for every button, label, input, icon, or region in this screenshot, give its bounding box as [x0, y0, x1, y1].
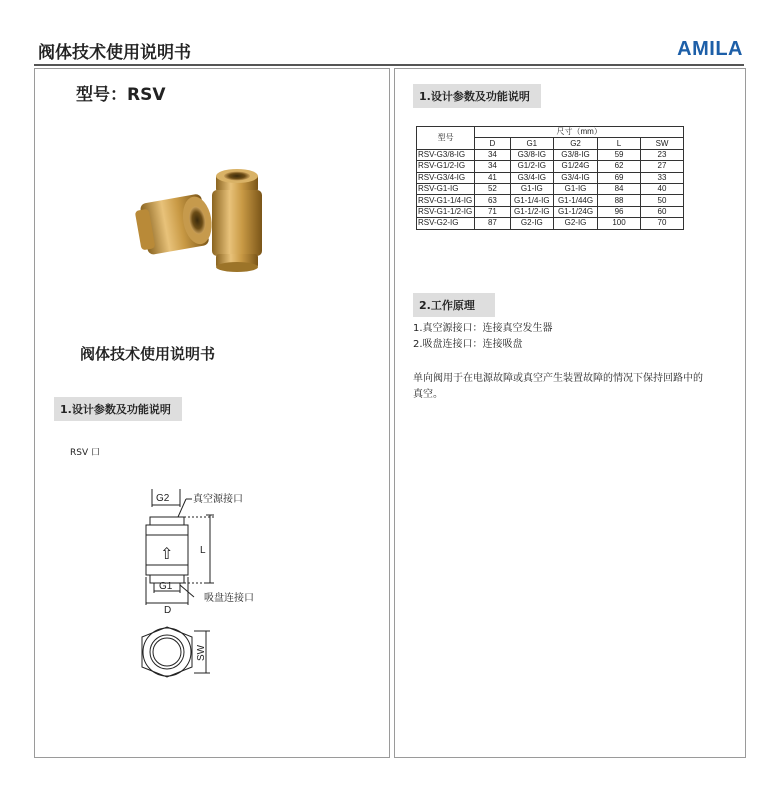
dim-d: D — [164, 605, 172, 616]
label-vacuum-port: 真空源接口 — [193, 494, 243, 505]
spec-table-model-header: 型号 — [417, 127, 475, 150]
table-cell: G1-1/4-IG — [510, 195, 553, 206]
model-label: 型号：RSV — [76, 85, 166, 105]
table-cell: G1-1/44G — [554, 195, 598, 206]
table-cell: 88 — [598, 195, 641, 206]
table-row — [417, 172, 684, 183]
spec-col-sw: SW — [641, 138, 684, 149]
dim-l: L — [200, 545, 206, 556]
table-cell: 60 — [641, 206, 684, 217]
valve-small — [134, 192, 216, 256]
table-cell: RSV-G3/8-IG — [417, 149, 475, 160]
table-cell: 34 — [475, 161, 510, 172]
table-cell: 71 — [475, 206, 510, 217]
table-cell: 50 — [641, 195, 684, 206]
table-row — [417, 206, 684, 217]
table-cell: G1/24G — [554, 161, 598, 172]
table-cell: G3/8-IG — [554, 149, 598, 160]
table-cell: 27 — [641, 161, 684, 172]
table-cell: 63 — [475, 195, 510, 206]
table-cell: 62 — [598, 161, 641, 172]
table-cell: G2-IG — [510, 218, 553, 229]
table-cell: 84 — [598, 183, 641, 194]
table-cell: 23 — [641, 149, 684, 160]
table-cell: 40 — [641, 183, 684, 194]
valve-technical-drawing — [120, 485, 280, 695]
table-cell: 70 — [641, 218, 684, 229]
right-section1-tag: 1.设计参数及功能说明 — [413, 84, 541, 108]
table-row — [417, 161, 684, 172]
port-description — [413, 321, 553, 353]
table-row — [417, 183, 684, 194]
table-cell: G1-IG — [510, 183, 553, 194]
table-cell: G1-1/2-IG — [510, 206, 553, 217]
table-cell: RSV-G2-IG — [417, 218, 475, 229]
table-cell: G2-IG — [554, 218, 598, 229]
table-row — [417, 195, 684, 206]
rsv-note: RSV 口 — [70, 448, 100, 458]
table-cell: 87 — [475, 218, 510, 229]
brass-check-valve-photo — [120, 160, 300, 280]
table-cell: 52 — [475, 183, 510, 194]
spec-col-g2: G2 — [554, 138, 598, 149]
port-line-2: 2.吸盘连接口：连接吸盘 — [413, 339, 523, 350]
spec-col-d: D — [475, 138, 510, 149]
table-cell: G3/8-IG — [510, 149, 553, 160]
table-cell: 59 — [598, 149, 641, 160]
table-cell: G1-1/24G — [554, 206, 598, 217]
label-suction-port: 吸盘连接口 — [204, 593, 254, 604]
flow-arrow-icon: ⇧ — [160, 544, 174, 563]
table-cell: 69 — [598, 172, 641, 183]
valve-large — [212, 169, 262, 272]
table-cell: RSV-G1-1/2-IG — [417, 206, 475, 217]
table-cell: 34 — [475, 149, 510, 160]
dim-g2: G2 — [156, 493, 170, 504]
table-cell: RSV-G1/2-IG — [417, 161, 475, 172]
table-row — [417, 149, 684, 160]
manual-subtitle: 阀体技术使用说明书 — [80, 345, 216, 363]
spec-table-size-header: 尺寸（mm） — [475, 127, 684, 138]
table-cell: RSV-G1-1/4-IG — [417, 195, 475, 206]
table-cell: G3/4-IG — [510, 172, 553, 183]
table-cell: 96 — [598, 206, 641, 217]
dim-sw: SW — [196, 644, 207, 661]
table-row — [417, 218, 684, 229]
spec-col-g1: G1 — [510, 138, 553, 149]
spec-table — [416, 126, 684, 230]
left-section-tag: 1.设计参数及功能说明 — [54, 397, 182, 421]
document-title: 阀体技术使用说明书 — [38, 43, 191, 63]
spec-col-l: L — [598, 138, 641, 149]
table-cell: 100 — [598, 218, 641, 229]
working-principle-text — [413, 371, 733, 403]
port-line-1: 1.真空源接口：连接真空发生器 — [413, 323, 553, 334]
brand-logo: AMILA — [677, 38, 743, 60]
right-section2-tag: 2.工作原理 — [413, 293, 495, 317]
description-line-1: 单向阀用于在电源故障或真空产生装置故障的情况下保持回路中的 — [413, 373, 703, 384]
table-cell: RSV-G3/4-IG — [417, 172, 475, 183]
table-cell: G1/2-IG — [510, 161, 553, 172]
description-line-2: 真空。 — [413, 389, 443, 400]
table-cell: G3/4-IG — [554, 172, 598, 183]
header-divider — [34, 64, 744, 66]
table-cell: G1-IG — [554, 183, 598, 194]
table-cell: 33 — [641, 172, 684, 183]
table-cell: 41 — [475, 172, 510, 183]
table-cell: RSV-G1-IG — [417, 183, 475, 194]
dim-g1: G1 — [159, 581, 173, 592]
